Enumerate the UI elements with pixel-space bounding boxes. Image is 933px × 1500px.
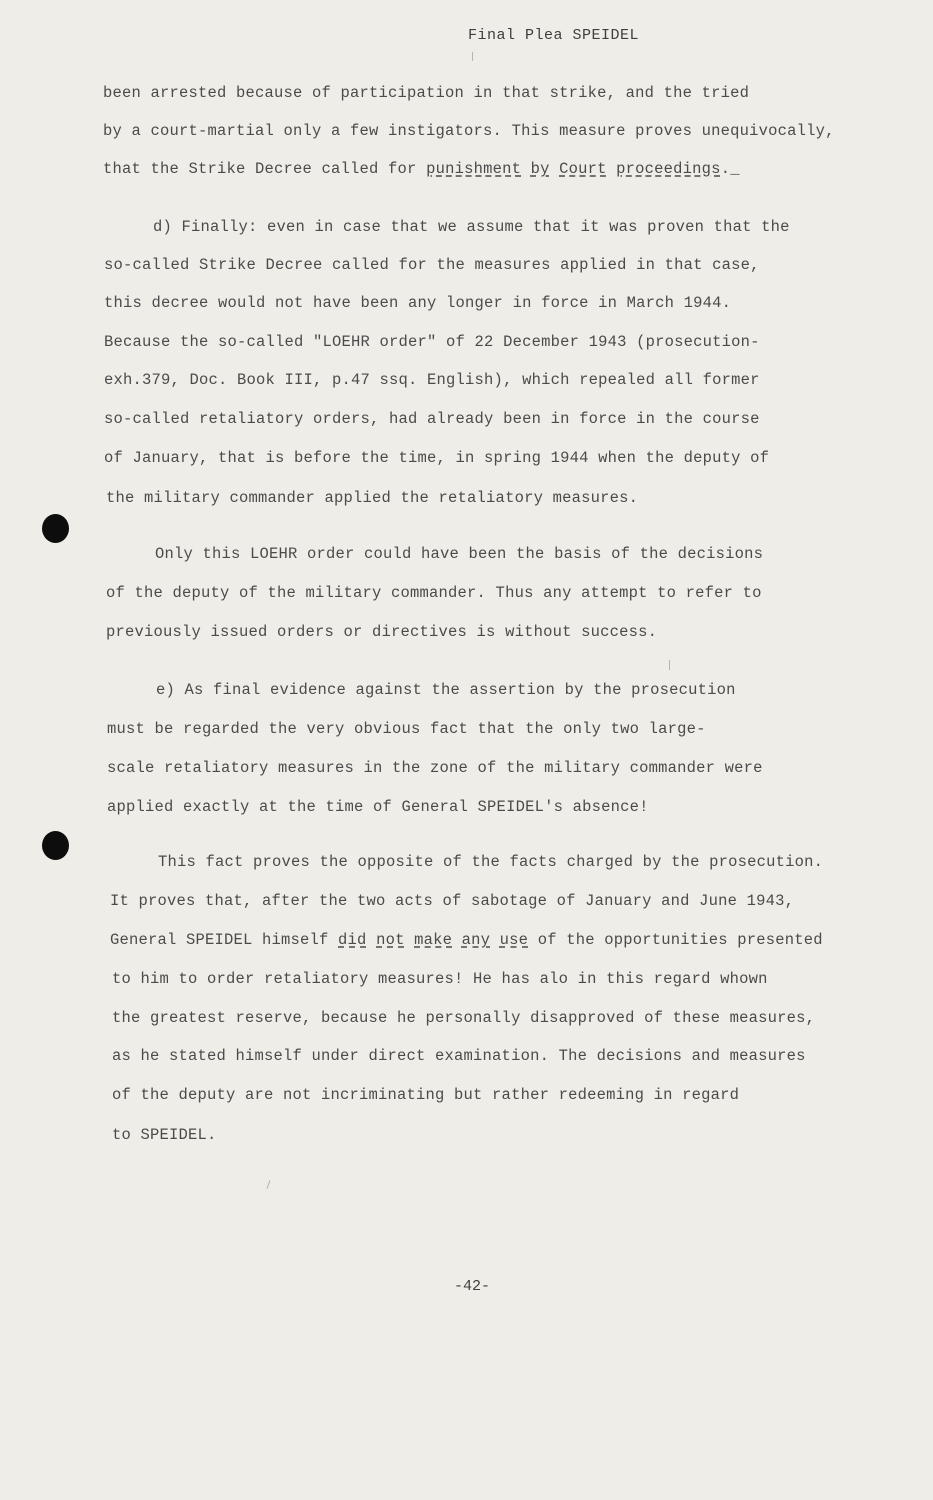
text-line: of the deputy of the military commander. Thus any attempt to refer to [106, 584, 762, 602]
text-line: so-called Strike Decree called for the measures applied in that case, [104, 256, 760, 274]
text-segment [550, 160, 560, 178]
underlined-text: did [338, 931, 367, 949]
text-line: e) As final evidence against the assertion by the prosecution [156, 681, 736, 699]
text-line-with-underline [103, 160, 740, 178]
text-segment: General SPEIDEL himself [110, 931, 339, 949]
text-segment: of the opportunities presented [528, 931, 823, 949]
underlined-text: Court [559, 160, 607, 178]
underlined-text: make [414, 931, 453, 949]
text-line: It proves that, after the two acts of sabotage of January and June 1943, [110, 892, 795, 910]
underlined-text: use [499, 931, 529, 949]
underlined-text: proceedings [616, 160, 721, 178]
text-line: Only this LOEHR order could have been the basis of the decisions [155, 545, 764, 563]
text-segment [405, 931, 415, 949]
text-line: scale retaliatory measures in the zone of the military commander were [107, 759, 763, 777]
text-segment [452, 931, 462, 949]
text-segment [607, 160, 617, 178]
text-line: to him to order retaliatory measures! He has alo in this regard whown [112, 970, 768, 988]
underlined-text: punishment [426, 160, 522, 178]
text-line: so-called retaliatory orders, had already been in force in the course [104, 410, 760, 428]
text-line: d) Finally: even in case that we assume that it was proven that the [153, 218, 790, 236]
text-line: been arrested because of participation in that strike, and the tried [103, 84, 750, 102]
text-segment [521, 160, 531, 178]
text-line: to SPEIDEL. [112, 1126, 217, 1144]
text-line: the greatest reserve, because he personally disapproved of these measures, [112, 1009, 816, 1027]
text-line: Because the so-called "LOEHR order" of 22 December 1943 (prosecution- [104, 333, 760, 351]
text-segment [490, 931, 500, 949]
text-line: of January, that is before the time, in spring 1944 when the deputy of [104, 449, 770, 467]
text-line: This fact proves the opposite of the facts charged by the prosecution. [158, 853, 824, 871]
text-line: exh.379, Doc. Book III, p.47 ssq. English), which repealed all former [104, 371, 760, 389]
underlined-text: by [530, 160, 550, 178]
text-line: this decree would not have been any longer in force in March 1944. [104, 294, 732, 312]
stray-mark [472, 52, 473, 61]
underlined-text: any [461, 931, 491, 949]
text-line: applied exactly at the time of General SPEIDEL's absence! [107, 798, 649, 816]
text-line: of the deputy are not incriminating but rather redeeming in regard [112, 1086, 740, 1104]
text-line: by a court-martial only a few instigators. This measure proves unequivocally, [103, 122, 835, 140]
underlined-text: not [376, 931, 405, 949]
hole-punch [42, 514, 69, 543]
text-segment: that the Strike Decree called for [103, 160, 427, 178]
hole-punch [42, 831, 69, 860]
page-number: -42- [454, 1278, 491, 1295]
text-line: as he stated himself under direct examination. The decisions and measures [112, 1047, 806, 1065]
text-line: must be regarded the very obvious fact that the only two large- [107, 720, 706, 738]
text-line-with-underline [110, 931, 823, 949]
page-header: Final Plea SPEIDEL [468, 27, 640, 44]
text-line: the military commander applied the retaliatory measures. [106, 489, 639, 507]
text-segment [367, 931, 377, 949]
stray-mark [266, 1180, 270, 1189]
stray-mark [669, 660, 670, 670]
text-segment: ._ [720, 160, 740, 178]
text-line: previously issued orders or directives is without success. [106, 623, 658, 641]
